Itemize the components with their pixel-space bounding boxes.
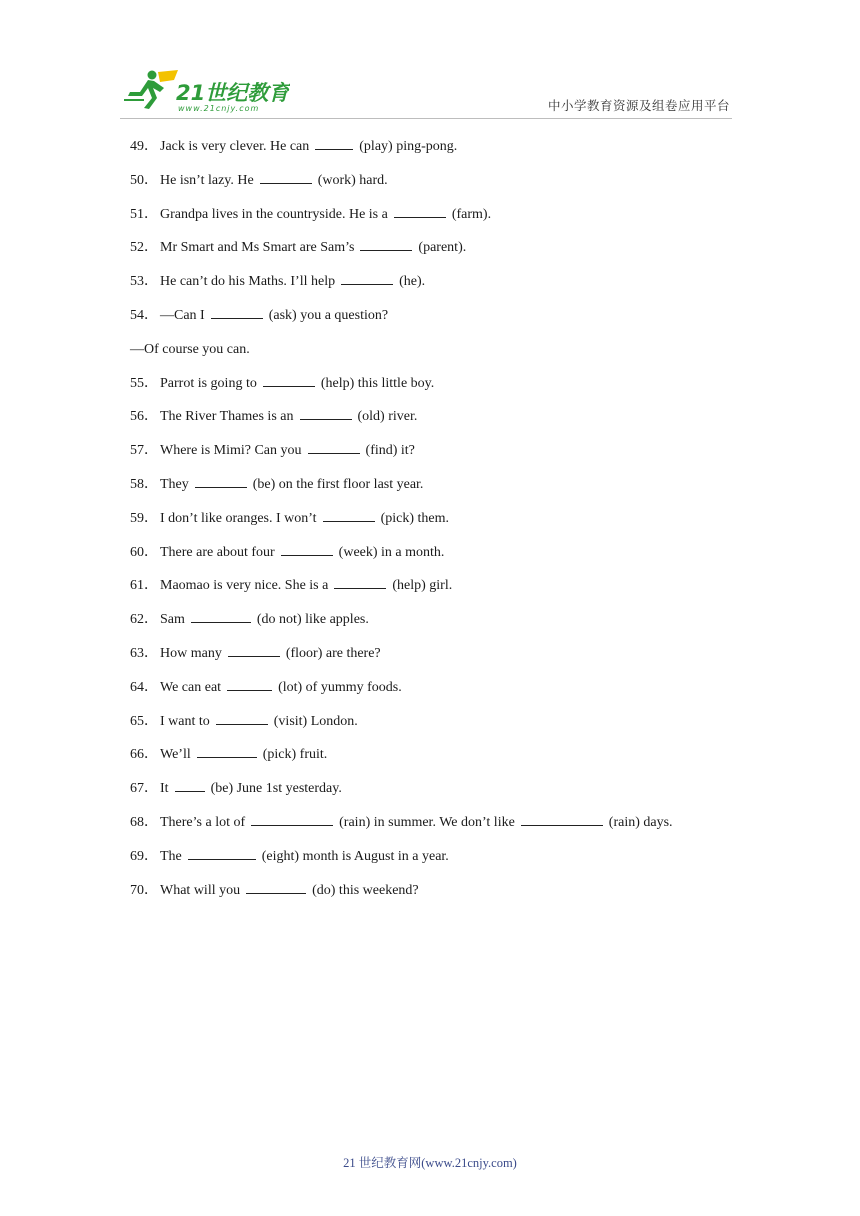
- answer-blank[interactable]: [227, 678, 272, 691]
- question-hint: (parent).: [418, 240, 467, 256]
- question-number: 64．: [130, 679, 158, 695]
- question-item: [130, 306, 750, 340]
- question-number: 62．: [130, 612, 158, 628]
- question-list: [130, 137, 750, 914]
- question-item: [130, 171, 750, 205]
- header-tagline: 中小学教育资源及组卷应用平台: [547, 98, 730, 113]
- question-text: Maomao is very nice. She is a: [160, 578, 329, 594]
- question-number: 68．: [130, 814, 158, 830]
- question-hint: (pick) fruit.: [262, 747, 328, 763]
- question-item: [130, 238, 750, 272]
- question-text: There are about four: [160, 544, 275, 560]
- header-divider: [120, 118, 732, 119]
- question-text: What will you: [160, 882, 241, 898]
- question-number: 60．: [130, 544, 158, 560]
- question-text: We’ll: [160, 747, 191, 763]
- question-hint: (do) this weekend?: [312, 882, 419, 898]
- question-number: 52．: [130, 240, 158, 256]
- question-item: [130, 407, 750, 441]
- question-number: 57．: [130, 443, 158, 459]
- answer-blank[interactable]: [323, 509, 375, 522]
- question-text: We can eat: [160, 679, 222, 695]
- question-item: [130, 475, 750, 509]
- svg-text:www.21cnjy.com: www.21cnjy.com: [178, 104, 260, 113]
- answer-blank[interactable]: [260, 171, 312, 184]
- question-hint: (be) June 1st yesterday.: [210, 781, 342, 797]
- answer-blank[interactable]: [188, 847, 256, 860]
- question-number: 50．: [130, 172, 158, 188]
- question-hint: (play) ping-pong.: [359, 139, 458, 154]
- question-text: —Can I: [160, 307, 205, 323]
- question-number: 51．: [130, 206, 158, 222]
- question-text: The: [160, 848, 182, 864]
- page-footer: 21 世纪教育网(www.21cnjy.com): [343, 1156, 517, 1170]
- question-hint: (be) on the first floor last year.: [252, 476, 424, 492]
- question-hint: (floor) are there?: [285, 645, 381, 661]
- answer-blank[interactable]: [263, 374, 315, 387]
- answer-blank[interactable]: [175, 779, 205, 792]
- question-hint: (visit) London.: [273, 713, 358, 729]
- question-item: [130, 779, 750, 813]
- question-text: Mr Smart and Ms Smart are Sam’s: [160, 240, 355, 256]
- site-logo: [120, 68, 290, 114]
- question-hint: (farm).: [451, 206, 492, 222]
- question-number: 66．: [130, 747, 158, 763]
- question-hint: (old) river.: [357, 409, 418, 425]
- question-hint: (eight) month is August in a year.: [261, 848, 449, 864]
- question-item: [130, 813, 750, 847]
- question-hint: (week) in a month.: [338, 544, 445, 560]
- question-number: 63．: [130, 645, 158, 661]
- question-item: [130, 543, 750, 577]
- question-hint: (he).: [399, 274, 426, 290]
- question-hint: (find) it?: [365, 443, 415, 459]
- answer-blank[interactable]: [228, 644, 280, 657]
- question-text: Jack is very clever. He can: [160, 139, 310, 154]
- question-text: Where is Mimi? Can you: [160, 443, 302, 459]
- answer-blank[interactable]: [341, 272, 393, 285]
- question-text: I don’t like oranges. I won’t: [160, 510, 317, 526]
- question-number: 59．: [130, 510, 158, 526]
- question-item: [130, 644, 750, 678]
- question-number: 54．: [130, 307, 158, 323]
- question-item: [130, 610, 750, 644]
- question-hint: (help) this little boy.: [320, 375, 435, 391]
- answer-blank[interactable]: [308, 441, 360, 454]
- question-item: [130, 272, 750, 306]
- answer-blank[interactable]: [521, 813, 603, 826]
- question-hint: (ask) you a question?: [268, 307, 389, 323]
- page-header: [0, 0, 860, 120]
- question-number: 55．: [130, 375, 158, 391]
- question-hint: (work) hard.: [317, 172, 388, 188]
- question-item: [130, 509, 750, 543]
- question-text: Grandpa lives in the countryside. He is a: [160, 206, 388, 222]
- question-text: —Of course you can.: [130, 341, 250, 357]
- question-text: Sam: [160, 612, 185, 628]
- answer-blank[interactable]: [300, 407, 352, 420]
- question-hint: (pick) them.: [380, 510, 449, 526]
- question-number: 49．: [130, 139, 158, 154]
- question-item: [130, 745, 750, 779]
- question-item: [130, 205, 750, 239]
- question-number: 53．: [130, 274, 158, 290]
- question-text: There’s a lot of: [160, 814, 246, 830]
- question-hint: (help) girl.: [392, 578, 453, 594]
- runner-logo-icon: [124, 70, 178, 109]
- question-number: 69．: [130, 848, 158, 864]
- question-item: [130, 340, 750, 374]
- question-text: They: [160, 476, 189, 492]
- question-text: He isn’t lazy. He: [160, 172, 254, 188]
- answer-blank[interactable]: [394, 205, 446, 218]
- question-text: How many: [160, 645, 222, 661]
- question-number: 61．: [130, 578, 158, 594]
- question-text: He can’t do his Maths. I’ll help: [160, 274, 336, 290]
- question-text: I want to: [160, 713, 210, 729]
- answer-blank[interactable]: [197, 745, 257, 758]
- answer-blank[interactable]: [360, 238, 412, 251]
- question-hint: (rain) days.: [608, 814, 673, 830]
- question-hint: (lot) of yummy foods.: [278, 679, 402, 695]
- question-text: The River Thames is an: [160, 409, 294, 425]
- answer-blank[interactable]: [315, 137, 353, 150]
- question-item: [130, 847, 750, 881]
- answer-blank[interactable]: [216, 712, 268, 725]
- answer-blank[interactable]: [211, 306, 263, 319]
- question-item: [130, 881, 750, 915]
- question-number: 67．: [130, 781, 158, 797]
- svg-text:21世纪教育: 21世纪教育: [176, 81, 290, 105]
- question-text: It: [160, 781, 169, 797]
- question-number: 70．: [130, 882, 158, 898]
- question-item: [130, 441, 750, 475]
- question-number: 56．: [130, 409, 158, 425]
- question-item: [130, 137, 750, 171]
- answer-blank[interactable]: [191, 610, 251, 623]
- answer-blank[interactable]: [195, 475, 247, 488]
- answer-blank[interactable]: [334, 576, 386, 589]
- question-hint: (rain) in summer. We don’t like: [339, 814, 515, 830]
- answer-blank[interactable]: [251, 813, 333, 826]
- question-hint: (do not) like apples.: [256, 612, 369, 628]
- question-item: [130, 712, 750, 746]
- question-number: 58．: [130, 476, 158, 492]
- question-item: [130, 576, 750, 610]
- answer-blank[interactable]: [281, 543, 333, 556]
- question-item: [130, 678, 750, 712]
- question-item: [130, 374, 750, 408]
- question-text: Parrot is going to: [160, 375, 257, 391]
- question-number: 65．: [130, 713, 158, 729]
- answer-blank[interactable]: [246, 881, 306, 894]
